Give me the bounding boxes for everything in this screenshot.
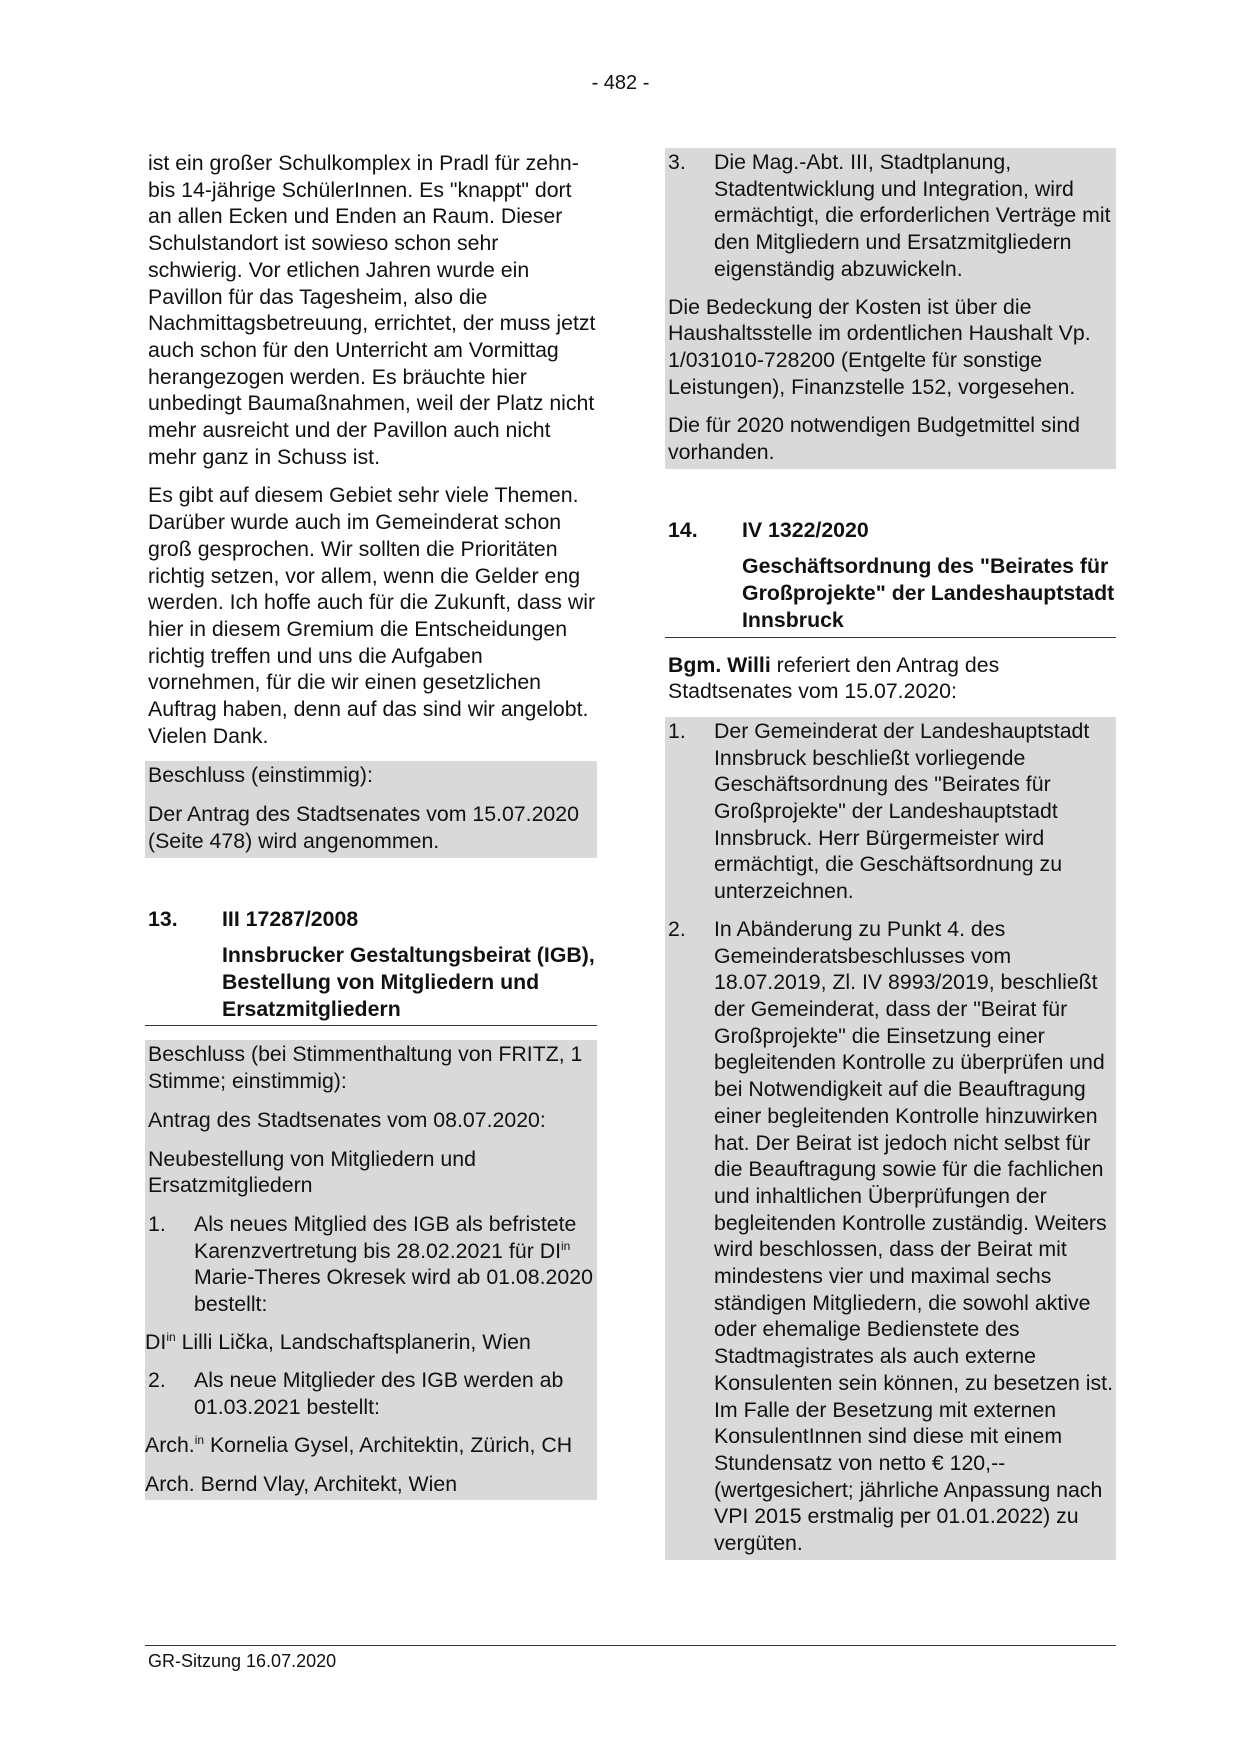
item-14-title: Geschäftsordnung des "Beirates für Großprojekte" der Landeshauptstadt Innsbruck xyxy=(665,553,1116,637)
appointee xyxy=(145,1471,597,1498)
list-item xyxy=(665,149,1116,283)
intro-paragraph: ist ein großer Schulkomplex in Pradl für zehn- bis 14-jährige SchülerInnen. Es "knappt" dort an allen Ecken und Enden an Raum. Dieser Schulstandort ist sowieso schon sehr schwierig. Vor etlichen Jahren wurde ein Pavillon für das Tagesheim, also die Nachmittagsbetreuung, errichtet, der muss jetzt auch schon für den Unterricht am Vormittag herangezogen werden. Es bräuchte hier unbedingt Baumaßnahmen, weil der Platz nicht mehr ausreicht und der Pavillon auch nicht mehr ganz in Schuss ist. xyxy=(148,151,596,469)
appointee-name: Kornelia Gysel, Architektin, Zürich, CH xyxy=(204,1432,573,1457)
appointee xyxy=(145,1329,597,1356)
decision-continuation xyxy=(665,148,1116,469)
superscript: in xyxy=(194,1432,205,1447)
list-number: 2. xyxy=(668,916,686,941)
item-reference: IV 1322/2020 xyxy=(742,517,869,542)
list-number: 1. xyxy=(148,1211,166,1236)
list-text: In Abänderung zu Punkt 4. des Gemeinderatsbeschlusses vom 18.07.2019, Zl. IV 8993/2019, beschließt der Gemeinderat, dass der "Beirat für Großprojekte" die Einsetzung einer begleitenden Kontrolle zu überprüfen und bei Notwendigkeit auf die Beauftragung einer begleitenden Kontrolle hinzuwirken hat. Der Beirat ist jedoch nicht selbst für die Beauftragung sowie für die fachlichen und inhaltlichen Überprüfungen der begleitenden Kontrolle zuständig. Weiters wird beschlossen, dass der Beirat mit mindestens vier und maximal sechs ständigen Mitgliedern, die sowohl aktive oder ehemalige Bedienstete des Stadtmagistrates als auch externe Konsulenten sein können, zu besetzen ist. Im Falle der Besetzung mit externen KonsulentInnen sind diese mit einem Stundensatz von netto € 120,-- (wertgesichert; jährliche Anpassung nach VPI 2015 erstmalig per 01.01.2022) zu vergüten. xyxy=(714,916,1113,1556)
budget-paragraph: Die für 2020 notwendigen Budgetmittel sind vorhanden. xyxy=(668,413,1081,465)
title-prefix: DI xyxy=(145,1329,167,1354)
speaker-name: Bgm. Willi xyxy=(668,652,771,677)
title-prefix: Arch. xyxy=(145,1432,195,1457)
appointee-name: Arch. Bernd Vlay, Architekt, Wien xyxy=(145,1471,458,1496)
appointee xyxy=(145,1432,597,1459)
superscript: in xyxy=(166,1329,176,1344)
decision-label: Beschluss (bei Stimmenthaltung von FRITZ, 1 Stimme; einstimmig): xyxy=(148,1042,583,1094)
item-reference: III 17287/2008 xyxy=(222,906,359,931)
list-text: Die Mag.-Abt. III, Stadtplanung, Stadtentwicklung und Integration, wird ermächtigt, die erforderlichen Verträge mit den Mitgliedern und Ersatzmitgliedern eigenständig abzuwickeln. xyxy=(714,150,1111,281)
item-14-heading xyxy=(665,517,1116,544)
decision-label: Beschluss (einstimmig): xyxy=(148,763,373,788)
decision-text: Der Antrag des Stadtsenates vom 15.07.2020 (Seite 478) wird angenommen. xyxy=(148,802,579,853)
funding-paragraph: Die Bedeckung der Kosten ist über die Haushaltsstelle im ordentlichen Haushalt Vp. 1/031010-728200 (Entgelte für sonstige Leistungen), Finanzstelle 152, vorgesehen. xyxy=(668,294,1091,399)
item-number: 13. xyxy=(148,906,178,931)
motion-date: Antrag des Stadtsenates vom 08.07.2020: xyxy=(148,1107,546,1132)
item-13-title: Innsbrucker Gestaltungsbeirat (IGB), Bestellung von Mitgliedern und Ersatzmitgliedern xyxy=(145,942,597,1026)
speaker-text: referiert den Antrag des Stadtsenates vom 15.07.2020: xyxy=(668,652,1000,704)
speech-paragraph: Es gibt auf diesem Gebiet sehr viele Themen. Darüber wurde auch im Gemeinderat schon groß gesprochen. Wir sollten die Prioritäten richtig setzen, vor allem, wenn die Gelder eng werden. Ich hoffe auch für die Zukunft, dass wir hier in diesem Gremium die Entscheidungen richtig treffen und uns die Aufgaben vornehmen, für die wir einen gesetzlichen Auftrag haben, denn auf das sind wir angelobt. Vielen Dank. xyxy=(148,483,596,748)
speaker-paragraph xyxy=(665,652,1116,705)
page-number: - 482 - xyxy=(591,72,650,94)
motion-subject: Neubestellung von Mitgliedern und Ersatzmitgliedern xyxy=(148,1146,476,1198)
list-number: 3. xyxy=(668,150,686,174)
appointee-name: Lilli Lička, Landschaftsplanerin, Wien xyxy=(175,1329,531,1354)
superscript: in xyxy=(561,1238,571,1253)
list-item xyxy=(145,1211,597,1318)
left-column xyxy=(145,150,597,1500)
list-text: Der Gemeinderat der Landeshauptstadt Innsbruck beschließt vorliegende Geschäftsordnung des "Beirates für Großprojekte" der Landeshauptstadt Innsbruck. Herr Bürgermeister wird ermächtigt, die Geschäftsordnung zu unterzeichnen. xyxy=(714,718,1090,904)
footer-session: GR-Sitzung 16.07.2020 xyxy=(148,1651,337,1671)
decision-block-1 xyxy=(145,761,597,857)
footer-divider xyxy=(145,1645,1116,1646)
list-text: Als neues Mitglied des IGB als befristete Karenzvertretung bis 28.02.2021 für DI xyxy=(194,1211,577,1263)
decision-block-2 xyxy=(145,1040,597,1500)
list-item xyxy=(665,718,1116,905)
right-column xyxy=(665,148,1116,1560)
item-13-heading xyxy=(145,906,597,933)
list-text: Als neue Mitglieder des IGB werden ab 01.03.2021 bestellt: xyxy=(194,1368,564,1420)
list-number: 2. xyxy=(148,1368,166,1393)
list-number: 1. xyxy=(668,718,686,743)
item-number: 14. xyxy=(668,517,698,542)
list-text: Marie-Theres Okresek wird ab 01.08.2020 bestellt: xyxy=(194,1265,593,1317)
list-item xyxy=(665,916,1116,1557)
motion-block xyxy=(665,717,1116,1560)
list-item xyxy=(145,1367,597,1420)
